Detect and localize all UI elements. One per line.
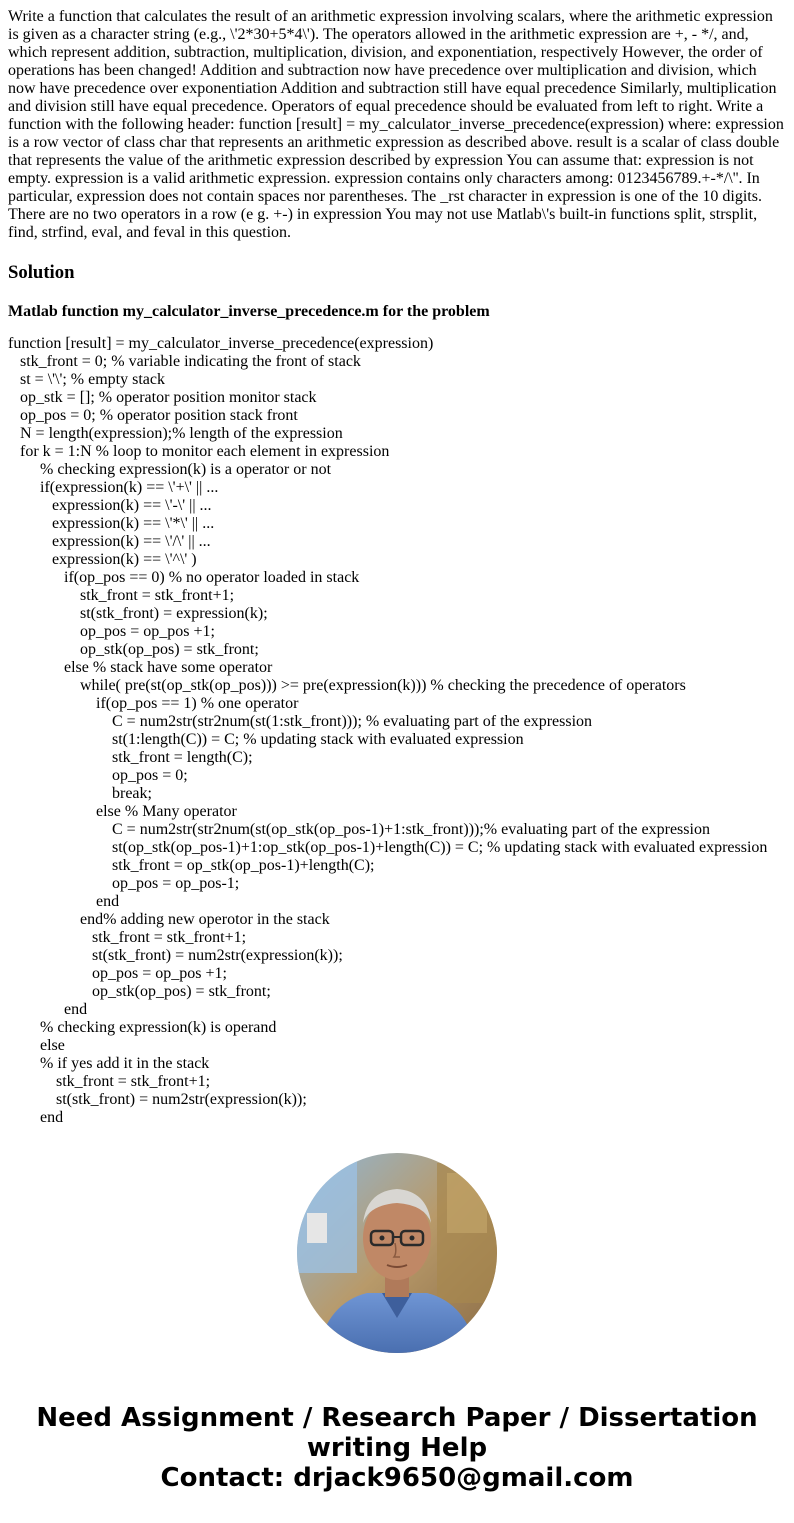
code-line: op_stk(op_pos) = stk_front; [8,641,259,658]
code-line: if(expression(k) == \'+\' || ... [8,479,219,496]
code-line: if(op_pos == 0) % no operator loaded in stack [8,569,360,586]
code-line: end [8,893,120,910]
code-line: stk_front = stk_front+1; [8,1073,211,1090]
solution-heading: Solution [8,262,75,283]
code-line: expression(k) == \'^\' ) [8,551,197,568]
code-line: break; [8,785,152,802]
promo-line-1: Need Assignment / Research Paper / Dissertation [36,1403,758,1433]
code-line: C = num2str(str2num(st(op_stk(op_pos-1)+1:stk_front)));% evaluating part of the expression [8,821,710,838]
code-line: % if yes add it in the stack [8,1055,210,1072]
document-body [8,8,786,1127]
code-line: C = num2str(str2num(st(1:stk_front))); % evaluating part of the expression [8,713,593,730]
code-line: expression(k) == \'-\' || ... [8,497,212,514]
promo-contact-email[interactable]: Contact: drjack9650@gmail.com [160,1463,634,1493]
code-line: % checking expression(k) is operand [8,1019,277,1036]
code-line: if(op_pos == 1) % one operator [8,695,299,712]
code-line: op_stk(op_pos) = stk_front; [8,983,271,1000]
code-line: function [result] = my_calculator_inverse_precedence(expression) [8,335,434,352]
code-line: st(stk_front) = num2str(expression(k)); [8,947,343,964]
code-line: op_pos = 0; [8,767,188,784]
code-line: st(op_stk(op_pos-1)+1:op_stk(op_pos-1)+length(C)) = C; % updating stack with evaluated expression [8,839,768,856]
code-line: st(stk_front) = num2str(expression(k)); [8,1091,307,1108]
author-avatar [297,1153,497,1353]
code-line: st(1:length(C)) = C; % updating stack with evaluated expression [8,731,524,748]
code-line: end% adding new operotor in the stack [8,911,330,928]
promo-line-2: writing Help [306,1433,488,1463]
code-line: stk_front = length(C); [8,749,253,766]
code-line: end [8,1001,88,1018]
code-line: else % Many operator [8,803,237,820]
code-file-heading: Matlab function my_calculator_inverse_precedence.m for the problem [8,303,490,320]
code-block [8,335,786,1127]
code-line: expression(k) == \'*\' || ... [8,515,215,532]
code-line: stk_front = stk_front+1; [8,929,247,946]
code-line: op_pos = op_pos-1; [8,875,240,892]
code-line: for k = 1:N % loop to monitor each element in expression [8,443,390,460]
code-line: stk_front = op_stk(op_pos-1)+length(C); [8,857,375,874]
code-line: expression(k) == \'/\' || ... [8,533,211,550]
author-photo-icon [297,1153,497,1353]
code-line: else [8,1037,65,1054]
code-line: else % stack have some operator [8,659,273,676]
code-line: op_pos = op_pos +1; [8,623,215,640]
code-line: op_pos = op_pos +1; [8,965,227,982]
code-line: op_stk = []; % operator position monitor stack [8,389,317,406]
code-line: st(stk_front) = expression(k); [8,605,268,622]
question-text: Write a function that calculates the result of an arithmetic expression involving scalars, where the arithmetic expression is given as a character string (e.g., \'2*30+5*4\'). The operators allowed in the arithmetic expression are +, - */, and, which represent addition, subtraction, multiplication, division, and exponentiation, respectively However, the order of operations has been changed! Addition and subtraction now have precedence over multiplication and division, which now have precedence over exponentiation Addition and subtraction still have equal precedence Similarly, multiplication and division still have equal precedence. Operators of equal precedence should be evaluated from left to right. Write a function with the following header: function [result] = my_calculator_inverse_precedence(expression) where: expression is a row vector of class char that represents an arithmetic expression as described above. result is a scalar of class double that represents the value of the arithmetic expression described by expression You can assume that: expression is not empty. expression is a valid arithmetic expression. expression contains only characters among: 0123456789.+-*/\''. In particular, expression does not contain spaces nor parentheses. The _rst character in expression is one of the 10 digits. There are no two operators in a row (e g. +-) in expression You may not use Matlab\'s built-in functions split, strsplit, find, strfind, eval, and feval in this question. [8,8,784,241]
code-line: N = length(expression);% length of the expression [8,425,343,442]
code-line: st = \'\'; % empty stack [8,371,165,388]
code-line: end [8,1109,64,1126]
code-line: while( pre(st(op_stk(op_pos))) >= pre(expression(k))) % checking the precedence of operators [8,677,686,694]
code-line: stk_front = stk_front+1; [8,587,235,604]
code-line: % checking expression(k) is a operator or not [8,461,332,478]
code-line: stk_front = 0; % variable indicating the front of stack [8,353,361,370]
code-line: op_pos = 0; % operator position stack front [8,407,298,424]
promo-banner [0,1403,794,1493]
